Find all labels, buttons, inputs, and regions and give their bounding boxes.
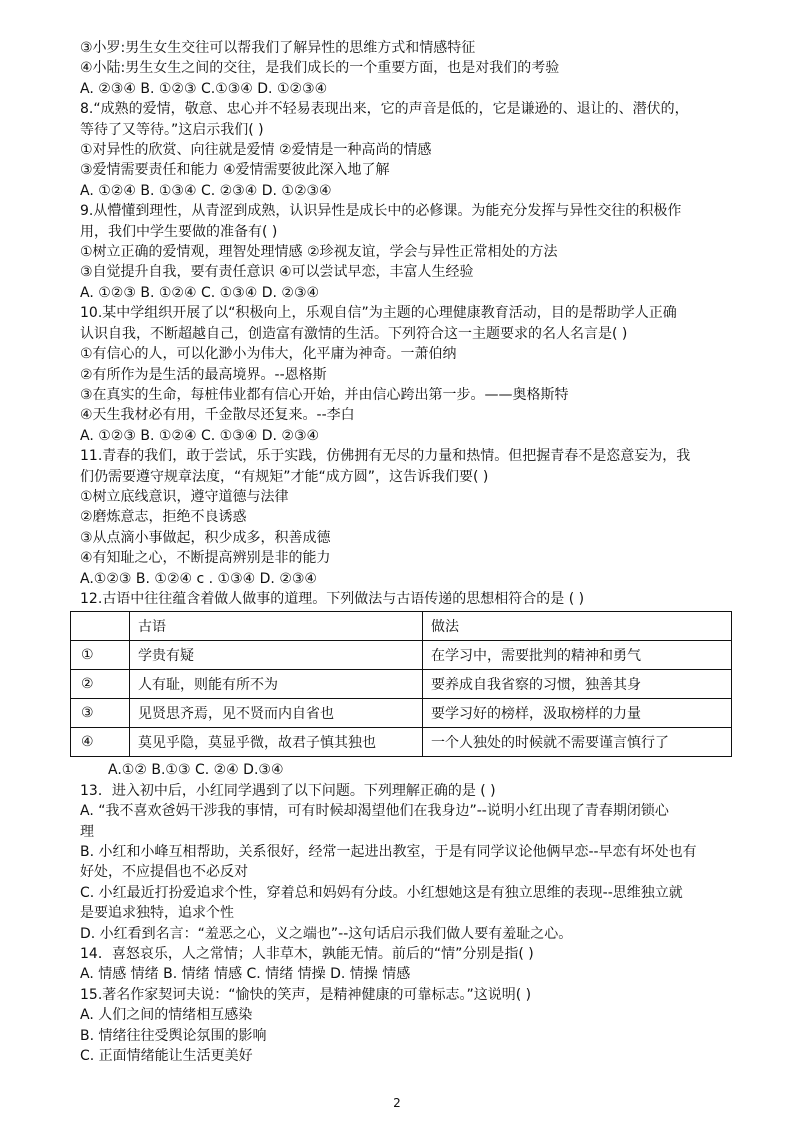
- text-line: A. “我不喜欢爸妈干涉我的事情，可有时候却渴望他们在我身边”--说明小红出现了青春期闭锁心: [80, 803, 669, 820]
- text-line: ④天生我材必有用，千金散尽还复来。--李白: [80, 407, 355, 424]
- table-header-cell: 做法: [423, 612, 732, 641]
- text-line: 等待了又等待。”这启示我们( ): [80, 121, 264, 138]
- table-header-cell: [71, 612, 130, 641]
- text-line: A. ①②④ B. ①③④ C. ②③④ D. ①②③④: [80, 182, 332, 199]
- text-line: ②磨炼意志，拒绝不良诱惑: [80, 509, 247, 526]
- table-cell: 莫见乎隐，莫显乎微，故君子慎其独也: [130, 728, 423, 757]
- text-line: A.①②③ B. ①②④ c . ①③④ D. ②③④: [80, 570, 317, 587]
- table-cell: 一个人独处的时候就不需要谨言慎行了: [423, 728, 732, 757]
- text-line: ④有知耻之心，不断提高辨别是非的能力: [80, 550, 331, 567]
- table-cell: ④: [71, 728, 130, 757]
- table-cell: ③: [71, 699, 130, 728]
- text-line: 认识自我，不断超越自己，创造富有激情的生活。下列符合这一主题要求的名人名言是( ): [80, 325, 628, 342]
- text-line: 用，我们中学生要做的准备有( ): [80, 223, 278, 240]
- text-line: 理: [80, 823, 94, 840]
- text-line: C. 正面情绪能让生活更美好: [80, 1048, 253, 1065]
- table-cell: 见贤思齐焉，见不贤而内自省也: [130, 699, 423, 728]
- table-cell: 人有耻，则能有所不为: [130, 670, 423, 699]
- table-header-row: [71, 612, 732, 641]
- page-number: 2: [393, 1096, 401, 1110]
- text-line: A. ①②③ B. ①②④ C. ①③④ D. ②③④: [80, 427, 320, 444]
- text-line: 13．进入初中后，小红同学遇到了以下问题。下列理解正确的是 ( ): [80, 782, 496, 799]
- text-line: A. 人们之间的情绪相互感染: [80, 1007, 253, 1024]
- table-row: [71, 728, 732, 757]
- table-cell: ①: [71, 641, 130, 670]
- table-row: [71, 699, 732, 728]
- text-line: 10.某中学组织开展了以“积极向上，乐观自信”为主题的心理健康教育活动，目的是帮助学人正确: [80, 305, 677, 322]
- text-line: ①树立底线意识，遵守道德与法律: [80, 488, 289, 505]
- text-line: 14．喜怒哀乐，人之常情；人非草木，孰能无情。前后的“情”分别是指( ): [80, 946, 534, 963]
- text-line: ①对异性的欣赏、向往就是爱情 ②爱情是一种高尚的情感: [80, 142, 432, 159]
- table-cell: 在学习中，需要批判的精神和勇气: [423, 641, 732, 670]
- text-line: 15.著名作家契诃夫说：“愉快的笑声，是精神健康的可靠标志。”这说明( ): [80, 986, 532, 1003]
- text-line: ①树立正确的爱情观，理智处理情感 ②珍视友谊，学会与异性正常相处的方法: [80, 244, 558, 261]
- text-line: ③小罗:男生女生交往可以帮我们了解异性的思维方式和情感特征: [80, 40, 476, 56]
- text-line: 9.从懵懂到理性，从青涩到成熟，认识异性是成长中的必修课。为能充分发挥与异性交往的积极作: [80, 203, 682, 220]
- text-line: 是要追求独特，追求个性: [80, 905, 234, 922]
- text-line: ③从点滴小事做起，积少成多，积善成德: [80, 529, 331, 546]
- text-line: 好处，不应提倡也不必反对: [80, 864, 248, 881]
- text-line: 11.青春的我们，敢于尝试，乐于实践，仿佛拥有无尽的力量和热情。但把握青春不是恣意妄为，我: [80, 448, 691, 465]
- text-line: ③自觉提升自我，要有责任意识 ④可以尝试早恋，丰富人生经验: [80, 264, 474, 281]
- text-line: C. 小红最近打扮爱追求个性，穿着总和妈妈有分歧。小红想她这是有独立思维的表现--思维独立就: [80, 884, 683, 901]
- table-row: [71, 670, 732, 699]
- text-line: 8.“成熟的爱情，敬意、忠心并不轻易表现出来，它的声音是低的，它是谦逊的、退让的、潜伏的，: [80, 101, 689, 118]
- text-line: B. 小红和小峰互相帮助，关系很好，经常一起进出教室，于是有同学议论他俩早恋--早恋有坏处也有: [80, 844, 697, 860]
- table-cell: 学贵有疑: [130, 641, 423, 670]
- table-header-cell: 古语: [130, 612, 423, 641]
- question-block-bottom: [80, 760, 770, 1066]
- text-line: A. ①②③ B. ①②④ C. ①③④ D. ②③④: [80, 284, 320, 301]
- text-line: ③在真实的生命，每桩伟业都有信心开始，并由信心跨出第一步。——奥格斯特: [80, 386, 569, 403]
- question-block-top: [80, 38, 770, 609]
- text-line: A. 情感 情绪 B. 情绪 情感 C. 情绪 情操 D. 情操 情感: [80, 966, 411, 983]
- text-line: B. 情绪往往受舆论氛围的影响: [80, 1027, 267, 1044]
- text-line: A. ②③④ B. ①②③ C.①③④ D. ①②③④: [80, 80, 328, 97]
- table-cell: ②: [71, 670, 130, 699]
- text-line: 们仍需要遵守规章法度，“有规矩”才能“成方圆”，这告诉我们要( ): [80, 468, 489, 485]
- text-line: ④小陆:男生女生之间的交往，是我们成长的一个重要方面，也是对我们的考验: [80, 60, 560, 77]
- text-line: ③爱情需要责任和能力 ④爱情需要彼此深入地了解: [80, 162, 390, 179]
- table-row: [71, 641, 732, 670]
- table-cell: 要养成自我省察的习惯，独善其身: [423, 670, 732, 699]
- text-line: 12.古语中往往蕴含着做人做事的道理。下列做法与古语传递的思想相符合的是 ( ): [80, 590, 585, 607]
- question-12-table: [70, 611, 732, 757]
- text-line: ①有信心的人，可以化渺小为伟大，化平庸为神奇。一萧伯纳: [80, 346, 457, 363]
- text-line: A.①② B.①③ C. ②④ D.③④: [108, 762, 284, 779]
- text-line: D. 小红看到名言：“羞恶之心，义之端也”--这句话启示我们做人要有羞耻之心。: [80, 925, 573, 942]
- table-cell: 要学习好的榜样，汲取榜样的力量: [423, 699, 732, 728]
- text-line: ②有所作为是生活的最高境界。--恩格斯: [80, 366, 327, 383]
